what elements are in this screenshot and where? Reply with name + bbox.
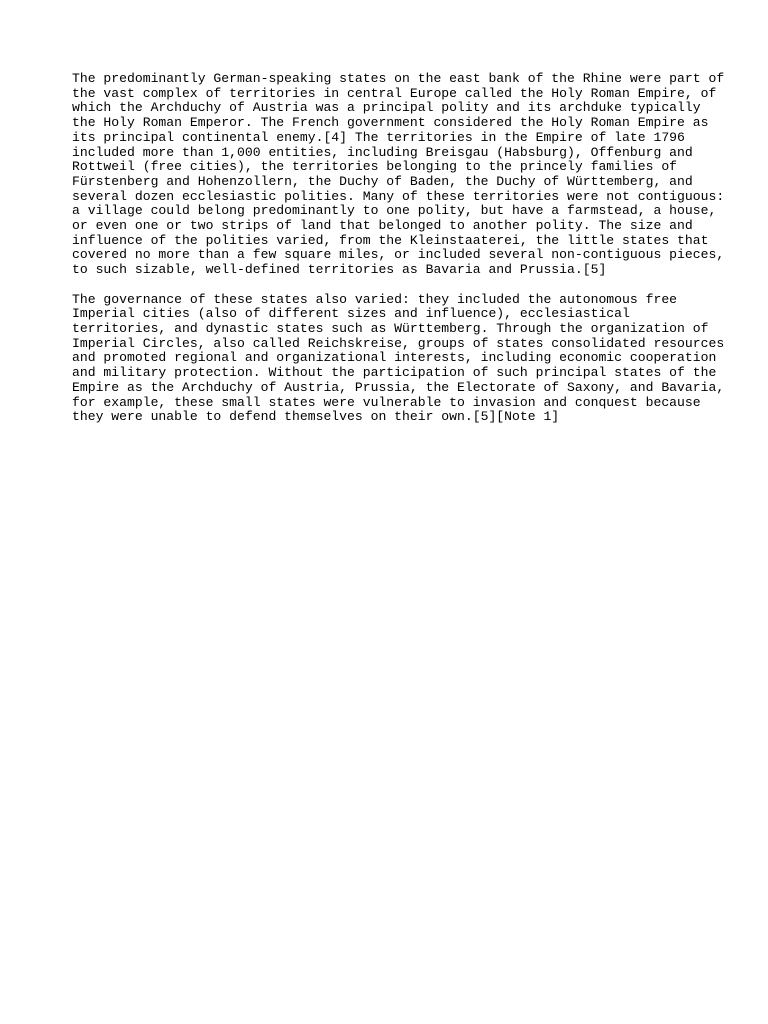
paragraph-1: The predominantly German-speaking states on the east bank of the Rhine were part of the vast complex of territories in central Europe called the Holy Roman Empire, of which the Archduchy of Austria was a principal polity and its archduke typically the Holy Roman Emperor. The French government considered the Holy Roman Empire as its principal continental enemy.[4] The territories in the Empire of late 1796 included more than 1,000 entities, including Breisgau (Habsburg), Offenburg and Rottweil (free cities), the territories belonging to the princely families of Fürstenberg and Hohenzollern, the Duchy of Baden, the Duchy of Württemberg, and several dozen ecclesiastic polities. Many of these territories were not contiguous: a village could belong predominantly to one polity, but have a farmstead, a house, or even one or two strips of land that belonged to another polity. The size and influence of the polities varied, from the Kleinstaaterei, the little states that covered no more than a few square miles, or included several non-contiguous pieces, to such sizable, well-defined territories as Bavaria and Prussia.[5] [72,71,725,278]
document-page [72,71,725,425]
paragraph-2: The governance of these states also varied: they included the autonomous free Imperial cities (also of different sizes and influence), ecclesiastical territories, and dynastic states such as Württemberg. Through the organization of Imperial Circles, also called Reichskreise, groups of states consolidated resources and promoted regional and organizational interests, including economic cooperation and military protection. Without the participation of such principal states of the Empire as the Archduchy of Austria, Prussia, the Electorate of Saxony, and Bavaria, for example, these small states were vulnerable to invasion and conquest because they were unable to defend themselves on their own.[5][Note 1] [72,291,725,425]
